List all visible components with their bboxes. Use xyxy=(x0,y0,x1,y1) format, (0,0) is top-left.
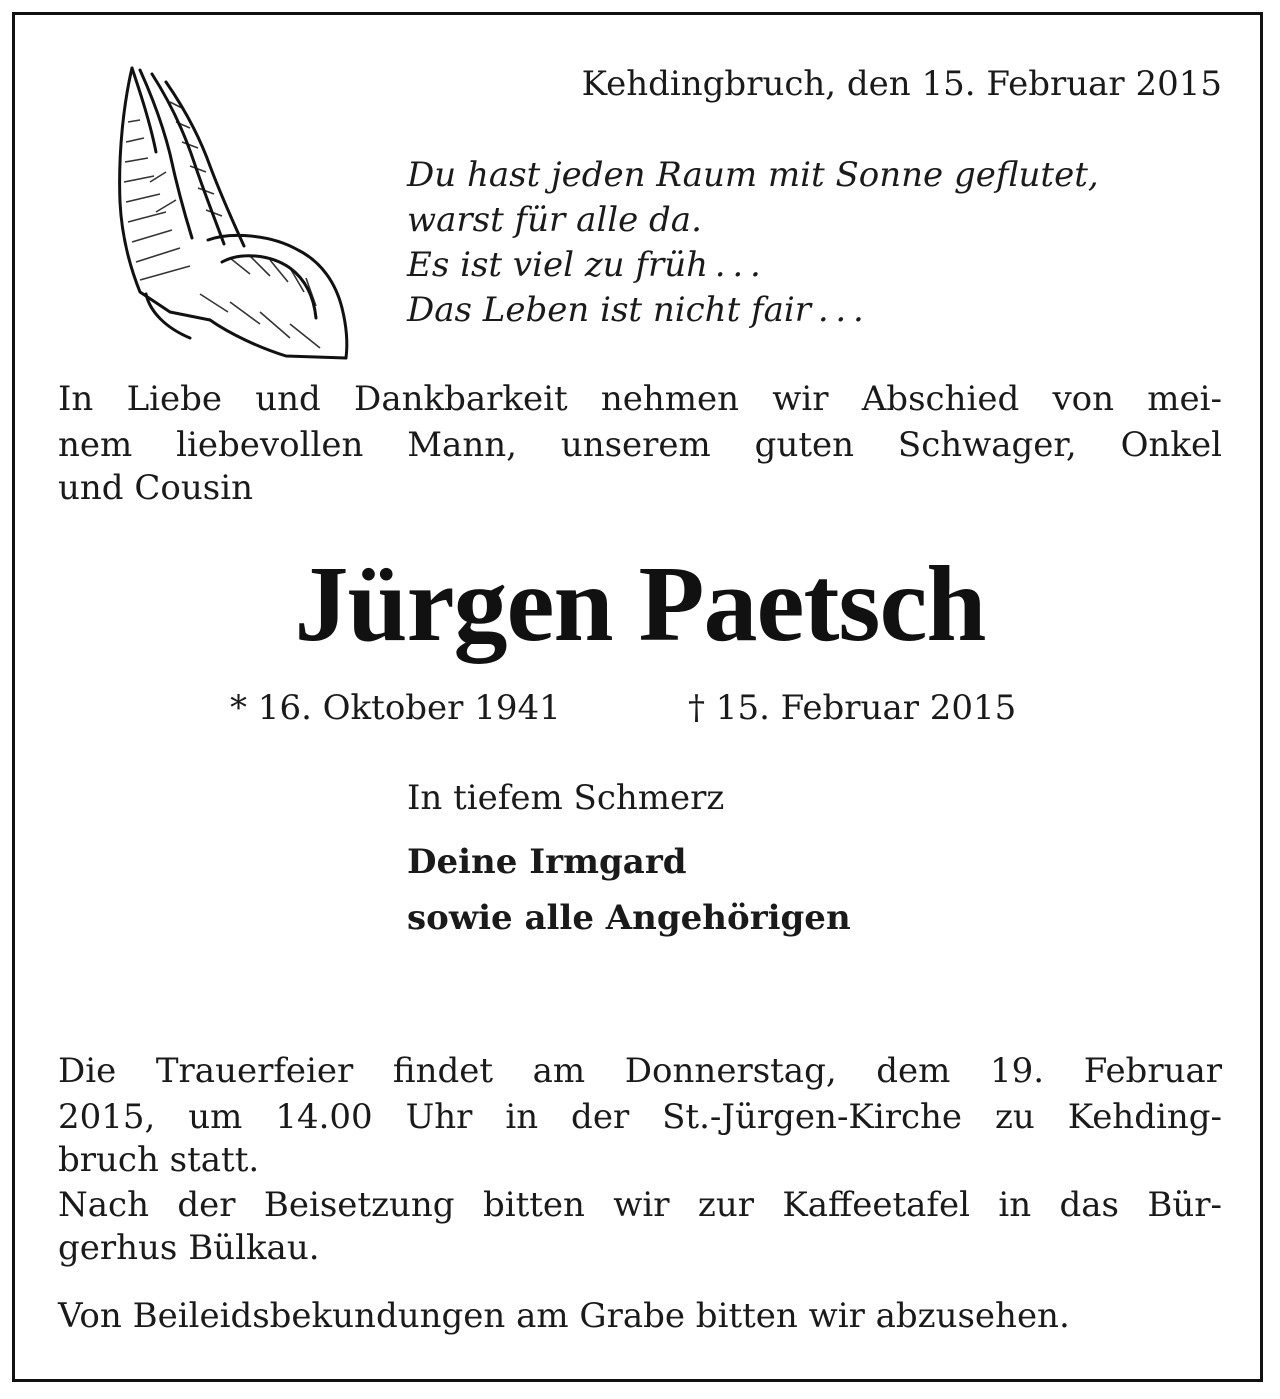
service-line: Nach der Beisetzung bitten wir zur Kaffeetafel in das Bür- xyxy=(58,1185,1222,1225)
place-date: Kehdingbruch, den 15. Februar 2015 xyxy=(581,64,1222,104)
intro-line: nem liebevollen Mann, unserem guten Schwager, Onkel xyxy=(58,425,1222,465)
mourner-name: sowie alle Angehörigen xyxy=(407,898,851,938)
poem-line: Das Leben ist nicht fair . . . xyxy=(407,290,864,330)
birth-date: * 16. Oktober 1941 xyxy=(230,688,561,728)
poem-line: Du hast jeden Raum mit Sonne geflutet, xyxy=(407,155,1099,195)
condolence-note: Von Beileidsbekundungen am Grabe bitten wir abzusehen. xyxy=(58,1296,1070,1336)
service-line: bruch statt. xyxy=(58,1140,260,1180)
mourners-intro: In tiefem Schmerz xyxy=(407,778,725,818)
intro-line: und Cousin xyxy=(58,468,253,508)
intro-line: In Liebe und Dankbarkeit nehmen wir Abschied von mei- xyxy=(58,379,1222,419)
poem-line: warst für alle da. xyxy=(407,200,702,240)
service-line: Die Trauerfeier findet am Donnerstag, dem 19. Februar xyxy=(58,1051,1222,1091)
death-date: † 15. Februar 2015 xyxy=(688,688,1017,728)
poem-line: Es ist viel zu früh . . . xyxy=(407,245,761,285)
deceased-name: Jürgen Paetsch xyxy=(294,545,986,664)
praying-hands-icon xyxy=(110,62,360,362)
service-line: gerhus Bülkau. xyxy=(58,1228,320,1268)
mourner-name: Deine Irmgard xyxy=(407,842,687,882)
service-line: 2015, um 14.00 Uhr in der St.-Jürgen-Kirche zu Kehding- xyxy=(58,1097,1222,1137)
